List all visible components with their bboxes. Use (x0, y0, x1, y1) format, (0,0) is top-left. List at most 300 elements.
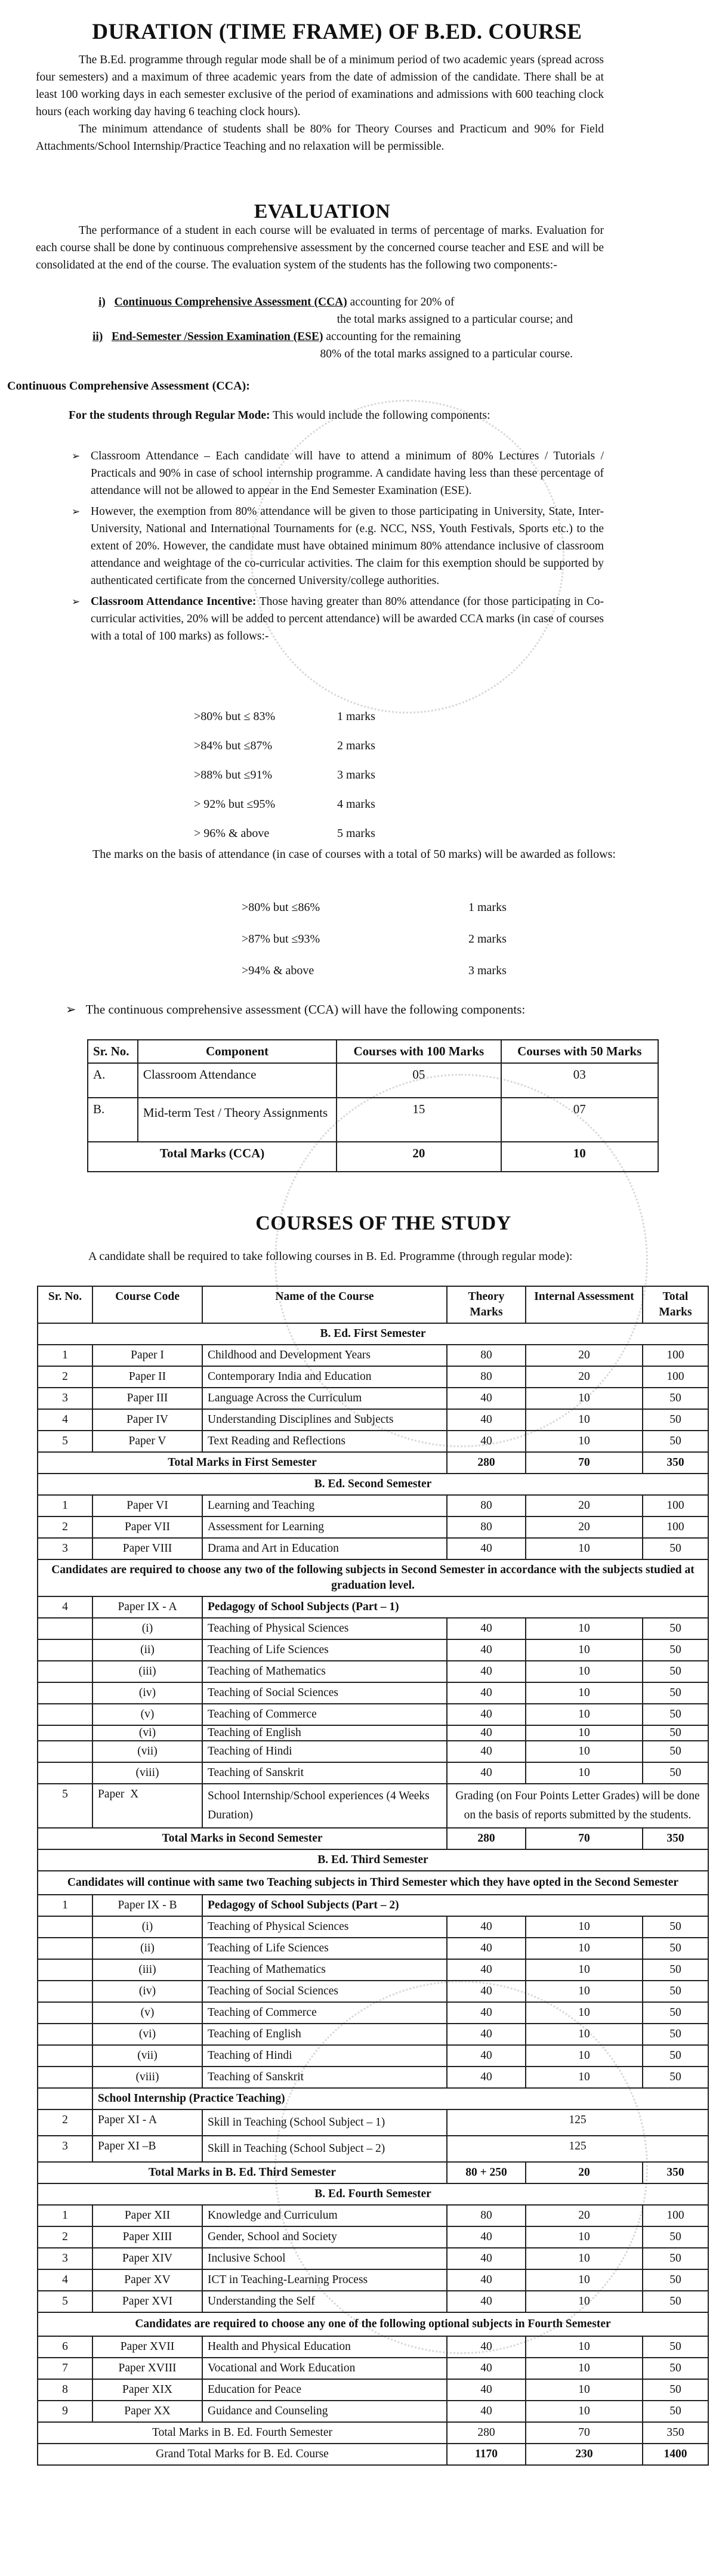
component-text: accounting for 20% of (347, 296, 455, 308)
cell-total: 50 (643, 1981, 708, 2002)
cell-internal: 10 (526, 2401, 643, 2422)
cell-internal: 10 (526, 1704, 643, 1725)
cell-code: (ii) (92, 1639, 202, 1661)
col-header: Courses with 100 Marks (337, 1040, 501, 1063)
cell-code: (v) (92, 1704, 202, 1725)
component-marker: i) (98, 296, 106, 308)
semester-total-row (38, 1452, 708, 1474)
total-theory: 80 + 250 (447, 2162, 526, 2183)
cell-theory: 40 (447, 1741, 526, 1762)
cell-name: Text Reading and Reflections (202, 1431, 447, 1452)
cell-code: Paper VI (92, 1495, 202, 1516)
incentive-range: >87% but ≤93% (242, 932, 320, 946)
table-row (38, 2226, 708, 2248)
cell-theory: 80 (447, 2205, 526, 2226)
cell-internal: 10 (526, 1639, 643, 1661)
incentive-100-list (194, 710, 409, 841)
cell-sr: 3 (38, 2248, 92, 2269)
cell-code: Paper XI –B (92, 2136, 202, 2162)
bullet-text: Classroom Attendance – Each candidate will have to attend a minimum of 80% Lectures / Tutorials / Practicals and 90% in case of school internship programme. A candidate having less than these percentage of attendance will not be allowed to appear in the End Semester Examination (ESE). (91, 450, 604, 497)
cell-theory: 40 (447, 1538, 526, 1559)
cell-theory: 40 (447, 1618, 526, 1639)
cell-name: Understanding the Self (202, 2291, 447, 2312)
cell-theory: 40 (447, 1916, 526, 1938)
cell-name: Teaching of Mathematics (202, 1661, 447, 1682)
cell-theory: 40 (447, 1938, 526, 1959)
cell-name: Guidance and Counseling (202, 2401, 447, 2422)
marks50-intro: The marks on the basis of attendance (in case of courses with a total of 50 marks) will be awarded as follows: (92, 848, 616, 861)
grand-total-marks: 1400 (643, 2444, 708, 2465)
cell-code: (i) (92, 1618, 202, 1639)
cell-sr: 1 (38, 2205, 92, 2226)
cell-total: 50 (643, 1618, 708, 1639)
cell-code: (vi) (92, 1725, 202, 1741)
cell-theory: 40 (447, 2024, 526, 2045)
component-name-cca: Continuous Comprehensive Assessment (CCA) (114, 296, 347, 308)
cell-sr: 5 (38, 1784, 92, 1828)
cell-total: 50 (643, 1916, 708, 1938)
table-row (38, 1741, 708, 1762)
cell-m100: 05 (337, 1063, 501, 1098)
cell-theory: 40 (447, 2358, 526, 2379)
cell-total: 50 (643, 1661, 708, 1682)
total-internal: 20 (526, 2162, 643, 2183)
selection-note: Candidates are required to choose any two of the following subjects in Second Semester in accordance with the subjects studied at graduation level. (38, 1559, 708, 1596)
cell-total: 50 (643, 1704, 708, 1725)
cell-internal: 10 (526, 2002, 643, 2024)
cell-sr: 1 (38, 1345, 92, 1366)
cell-internal: 10 (526, 2379, 643, 2401)
cell-name: Assessment for Learning (202, 1516, 447, 1538)
evaluation-components (0, 294, 573, 363)
cell-code: Paper I (92, 1345, 202, 1366)
cell-name: Drama and Art in Education (202, 1538, 447, 1559)
cell-name: Teaching of Social Sciences (202, 1981, 447, 2002)
incentive-range: >84% but ≤87% (194, 739, 273, 752)
table-row (38, 2024, 708, 2045)
total-theory: 280 (447, 1452, 526, 1474)
cell-code: Paper IX - A (92, 1596, 202, 1618)
duration-paragraph-1: The B.Ed. programme through regular mode shall be of a minimum period of two academic years (spread across four semesters) and a maximum of three academic years from the date of admission of the candidate. There shall be at least 100 working days in each semester exclusive of the period of examinations and admissions with 600 teaching clock hours (each working day having 6 teaching clock hours). (36, 54, 604, 118)
cell-internal: 10 (526, 2336, 643, 2358)
cell-name: ICT in Teaching-Learning Process (202, 2269, 447, 2291)
total-m50: 10 (501, 1142, 658, 1172)
courses-title: COURSES OF THE STUDY (255, 1212, 511, 1234)
table-row (38, 2248, 708, 2269)
cell-sr: 3 (38, 1538, 92, 1559)
cell-sr: 3 (38, 2136, 92, 2162)
cell-name: Skill in Teaching (School Subject – 1) (202, 2109, 447, 2136)
cell-internal: 10 (526, 1388, 643, 1409)
cell-code: Paper II (92, 1366, 202, 1388)
arrow-bullet-icon: ➢ (72, 596, 81, 607)
regular-mode-lead: For the students through Regular Mode: (69, 409, 270, 422)
cell-total: 50 (643, 1741, 708, 1762)
col-header: Total Marks (643, 1286, 708, 1323)
table-row (38, 1704, 708, 1725)
total-internal: 70 (526, 1452, 643, 1474)
cell-code: Paper IV (92, 1409, 202, 1431)
cell-code: Paper XI - A (92, 2109, 202, 2136)
cell-sr: 5 (38, 1431, 92, 1452)
cell-internal: 20 (526, 1345, 643, 1366)
cell-theory: 40 (447, 1682, 526, 1704)
bullet-bold: Classroom Attendance Incentive: (91, 595, 257, 608)
cell-code: Paper XIX (92, 2379, 202, 2401)
cell-total: 125 (447, 2136, 708, 2162)
cell-group-name: Pedagogy of School Subjects (Part – 2) (202, 1895, 708, 1916)
cell-sr: A. (88, 1063, 138, 1098)
col-header: Sr. No. (88, 1040, 138, 1063)
incentive-marks: 3 marks (337, 768, 375, 782)
cell-internal: 10 (526, 1938, 643, 1959)
incentive-marks: 1 marks (468, 901, 507, 914)
total-theory: 280 (447, 2422, 526, 2444)
cell-code: Paper XII (92, 2205, 202, 2226)
total-marks: 350 (643, 2162, 708, 2183)
cell-theory: 40 (447, 2248, 526, 2269)
cell-internal: 10 (526, 1959, 643, 1981)
cell-total: 50 (643, 1959, 708, 1981)
cell-internal: 10 (526, 1682, 643, 1704)
selection-note: Candidates will continue with same two Teaching subjects in Third Semester which they have opted in the Second Semester (38, 1871, 708, 1895)
cell-total: 50 (643, 1938, 708, 1959)
duration-paragraph-2: The minimum attendance of students shall be 80% for Theory Courses and Practicum and 90% for Field Attachments/School Internship/Practice Teaching and no relaxation will be permissible. (36, 123, 604, 153)
cell-theory: 80 (447, 1366, 526, 1388)
cell-theory: 40 (447, 2269, 526, 2291)
total-label: Total Marks in Second Semester (38, 1828, 447, 1849)
cell-name: Teaching of Sanskrit (202, 2067, 447, 2088)
cell-internal: 10 (526, 2024, 643, 2045)
incentive-range: >94% & above (242, 964, 314, 977)
courses-table (37, 1286, 709, 2466)
subject-group-row (38, 1596, 708, 1618)
cell-total: 50 (643, 2024, 708, 2045)
semester-total-row (38, 1828, 708, 1849)
cell-sr: 1 (38, 1895, 92, 1916)
table-row (38, 1366, 708, 1388)
cell-code: (iv) (92, 1981, 202, 2002)
component-text: the total marks assigned to a particular course; and (337, 313, 573, 326)
evaluation-paragraph: The performance of a student in each course will be evaluated in terms of percentage of marks. Evaluation for each course shall be done by continuous comprehensive assessment by the concerned course teacher and ESE and will be consolidated at the end of the course. The evaluation system of the students has the following two components:- (36, 224, 604, 271)
selection-note: Candidates are required to choose any one of the following optional subjects in Fourth Semester (38, 2312, 708, 2336)
cell-name: Teaching of Physical Sciences (202, 1916, 447, 1938)
cell-code: Paper XVII (92, 2336, 202, 2358)
total-label: Total Marks in B. Ed. Fourth Semester (38, 2422, 447, 2444)
component-text: accounting for the remaining (323, 331, 461, 343)
cell-code: (iii) (92, 1661, 202, 1682)
table-row (38, 1682, 708, 1704)
incentive-marks: 3 marks (468, 964, 507, 977)
arrow-bullet-icon: ➢ (72, 450, 81, 462)
cell-code: (vii) (92, 1741, 202, 1762)
table-row (38, 1725, 708, 1741)
cell-name: Teaching of Commerce (202, 1704, 447, 1725)
cell-code: Paper XX (92, 2401, 202, 2422)
cell-name: Language Across the Curriculum (202, 1388, 447, 1409)
cell-name: Childhood and Development Years (202, 1345, 447, 1366)
table-row (38, 2336, 708, 2358)
cell-sr: 1 (38, 1495, 92, 1516)
table-row (38, 2109, 708, 2136)
cell-code: (iv) (92, 1682, 202, 1704)
cell-total: 50 (643, 2379, 708, 2401)
cell-sr: 2 (38, 2109, 92, 2136)
grand-total-label: Grand Total Marks for B. Ed. Course (38, 2444, 447, 2465)
cell-code: Paper XIV (92, 2248, 202, 2269)
cell-total: 50 (643, 2045, 708, 2067)
table-row (38, 2205, 708, 2226)
table-row (38, 1345, 708, 1366)
table-row (38, 1916, 708, 1938)
cell-total: 50 (643, 1388, 708, 1409)
table-row (38, 1388, 708, 1409)
cell-code: (vii) (92, 2045, 202, 2067)
cell-total: 50 (643, 2401, 708, 2422)
cell-total: 100 (643, 1516, 708, 1538)
cell-sr: 6 (38, 2336, 92, 2358)
cell-name: Learning and Teaching (202, 1495, 447, 1516)
component-marker: ii) (92, 331, 103, 343)
cell-sr: 4 (38, 1409, 92, 1431)
cell-total: 50 (643, 2291, 708, 2312)
incentive-marks: 2 marks (468, 932, 507, 946)
cell-code: (vi) (92, 2024, 202, 2045)
cell-code: Paper VII (92, 1516, 202, 1538)
table-row (38, 1959, 708, 1981)
table-row (38, 2002, 708, 2024)
cca-bullets (72, 447, 604, 645)
cell-total: 50 (643, 1762, 708, 1784)
cell-sr: 4 (38, 1596, 92, 1618)
cell-theory: 40 (447, 1431, 526, 1452)
cell-component: Mid-term Test / Theory Assignments (138, 1098, 337, 1142)
cell-total: 50 (643, 2269, 708, 2291)
table-row (38, 1516, 708, 1538)
total-theory: 280 (447, 1828, 526, 1849)
total-marks: 350 (643, 2422, 708, 2444)
cell-theory: 40 (447, 1762, 526, 1784)
cell-theory: 80 (447, 1345, 526, 1366)
internship-row (38, 1784, 708, 1828)
cell-name: Contemporary India and Education (202, 1366, 447, 1388)
cell-theory: 40 (447, 1639, 526, 1661)
cell-internal: 20 (526, 2205, 643, 2226)
col-header: Name of the Course (202, 1286, 447, 1323)
duration-title: DURATION (TIME FRAME) OF B.ED. COURSE (92, 20, 582, 44)
cell-theory: 40 (447, 2336, 526, 2358)
cell-internal: 10 (526, 2358, 643, 2379)
cell-total: 125 (447, 2109, 708, 2136)
cell-code: (viii) (92, 2067, 202, 2088)
cell-name: Inclusive School (202, 2248, 447, 2269)
cell-internal: 10 (526, 1409, 643, 1431)
table-row (38, 2269, 708, 2291)
cell-total: 50 (643, 1639, 708, 1661)
total-label: Total Marks (CCA) (88, 1142, 337, 1172)
component-name-ese: End-Semester /Session Examination (ESE) (111, 331, 323, 343)
cell-internal: 10 (526, 2226, 643, 2248)
cell-grading-note: Grading (on Four Points Letter Grades) will be done on the basis of reports submitted by the students. (447, 1784, 708, 1828)
cell-internal: 10 (526, 1661, 643, 1682)
cell-code: Paper V (92, 1431, 202, 1452)
cell-sr: 5 (38, 2291, 92, 2312)
cell-theory: 40 (447, 2226, 526, 2248)
cell-internal: 10 (526, 1431, 643, 1452)
cell-internal: 10 (526, 2248, 643, 2269)
cell-sr: 7 (38, 2358, 92, 2379)
col-header: Theory Marks (447, 1286, 526, 1323)
total-internal: 70 (526, 1828, 643, 1849)
semester-heading: B. Ed. Second Semester (38, 1474, 708, 1495)
cell-code: Paper XVI (92, 2291, 202, 2312)
cell-code: Paper VIII (92, 1538, 202, 1559)
cell-total: 50 (643, 2358, 708, 2379)
cell-code: Paper IX - B (92, 1895, 202, 1916)
col-header: Internal Assessment (526, 1286, 643, 1323)
arrow-bullet-icon: ➢ (66, 1002, 76, 1017)
cell-code: Paper XV (92, 2269, 202, 2291)
table-row (38, 1409, 708, 1431)
internship-heading-row (38, 2088, 708, 2109)
incentive-marks: 4 marks (337, 798, 375, 811)
cell-theory: 40 (447, 2002, 526, 2024)
cell-theory: 40 (447, 2379, 526, 2401)
incentive-marks: 5 marks (337, 827, 375, 840)
cell-sr: 9 (38, 2401, 92, 2422)
grand-total-internal: 230 (526, 2444, 643, 2465)
cell-internal: 10 (526, 1981, 643, 2002)
cell-name: Teaching of Sanskrit (202, 1762, 447, 1784)
incentive-range: > 92% but ≤95% (194, 798, 276, 811)
regular-mode-intro (69, 406, 606, 425)
table-row (38, 2379, 708, 2401)
cell-internal: 10 (526, 1762, 643, 1784)
cell-total: 50 (643, 2226, 708, 2248)
cell-theory: 40 (447, 2045, 526, 2067)
bullet-text: However, the exemption from 80% attendance will be given to those participating in University, State, Inter-University, National and International Tournaments for (e.g. NCC, NSS, Youth Festivals, Sports etc.) to the extent of 20%. However, the candidate must have obtained minimum 80% attendance inclusive of classroom attendance and weightage of the co-curricular activities. The claim for this exemption should be supported by authenticated certificate from the concerned University/college authorities. (91, 505, 604, 587)
cell-theory: 40 (447, 1388, 526, 1409)
cca-components-table (87, 1039, 659, 1172)
cell-m50: 03 (501, 1063, 658, 1098)
cell-total: 100 (643, 1366, 708, 1388)
cell-internal: 10 (526, 1538, 643, 1559)
col-header: Component (138, 1040, 337, 1063)
cell-name: Teaching of Mathematics (202, 1959, 447, 1981)
cell-code: (v) (92, 2002, 202, 2024)
bullet-item (72, 447, 604, 499)
table-row (38, 1981, 708, 2002)
table-row (38, 1661, 708, 1682)
cell-name: Knowledge and Curriculum (202, 2205, 447, 2226)
semester-total-row (38, 2162, 708, 2183)
cell-component: Classroom Attendance (138, 1063, 337, 1098)
cell-theory: 40 (447, 1959, 526, 1981)
cell-name: Teaching of Hindi (202, 1741, 447, 1762)
cell-theory: 40 (447, 1981, 526, 2002)
semester-heading: B. Ed. Third Semester (38, 1849, 708, 1871)
cell-code: (iii) (92, 1959, 202, 1981)
cell-code: Paper XIII (92, 2226, 202, 2248)
table-row (38, 1495, 708, 1516)
cell-total: 100 (643, 2205, 708, 2226)
grand-total-theory: 1170 (447, 2444, 526, 2465)
cell-name: Health and Physical Education (202, 2336, 447, 2358)
cell-theory: 40 (447, 1725, 526, 1741)
cell-code: Paper XVIII (92, 2358, 202, 2379)
cell-internal: 10 (526, 2045, 643, 2067)
cell-total: 50 (643, 1431, 708, 1452)
cell-sr: 4 (38, 2269, 92, 2291)
cell-theory: 40 (447, 2401, 526, 2422)
courses-intro: A candidate shall be required to take following courses in B. Ed. Programme (through regular mode): (88, 1250, 573, 1263)
cell-name: School Internship/School experiences (4 Weeks Duration) (202, 1784, 447, 1828)
total-label: Total Marks in B. Ed. Third Semester (38, 2162, 447, 2183)
incentive-range: >80% but ≤ 83% (194, 710, 276, 723)
cell-theory: 80 (447, 1495, 526, 1516)
cell-internal: 10 (526, 1618, 643, 1639)
cell-m100: 15 (337, 1098, 501, 1142)
cca-components-intro (66, 1002, 525, 1017)
evaluation-title: EVALUATION (254, 200, 391, 223)
total-m100: 20 (337, 1142, 501, 1172)
table-row (38, 2136, 708, 2162)
cell-name: Teaching of Hindi (202, 2045, 447, 2067)
cell-theory: 40 (447, 2291, 526, 2312)
table-row (38, 1431, 708, 1452)
subject-group-row (38, 1895, 708, 1916)
table-row (38, 2067, 708, 2088)
cell-sr: 3 (38, 1388, 92, 1409)
cell-internal: 10 (526, 2291, 643, 2312)
incentive-range: > 96% & above (194, 827, 270, 840)
col-header: Courses with 50 Marks (501, 1040, 658, 1063)
table-row (38, 2291, 708, 2312)
cell-total: 50 (643, 1682, 708, 1704)
incentive-range: >88% but ≤91% (194, 768, 273, 782)
bullet-item (72, 593, 604, 645)
cell-internal: 10 (526, 1916, 643, 1938)
cell-name: Teaching of Life Sciences (202, 1938, 447, 1959)
table-row (38, 2401, 708, 2422)
cell-theory: 40 (447, 1704, 526, 1725)
cell-name: Gender, School and Society (202, 2226, 447, 2248)
internship-heading: School Internship (Practice Teaching) (92, 2088, 708, 2109)
total-internal: 70 (526, 2422, 643, 2444)
component-text: 80% of the total marks assigned to a particular course. (320, 348, 573, 360)
cell-internal: 10 (526, 2269, 643, 2291)
incentive-marks: 1 marks (337, 710, 375, 723)
cell-total: 100 (643, 1345, 708, 1366)
semester-total-row (38, 2422, 708, 2444)
arrow-bullet-icon: ➢ (72, 506, 81, 517)
table-row (38, 1538, 708, 1559)
cell-m50: 07 (501, 1098, 658, 1142)
cell-total: 50 (643, 2067, 708, 2088)
cell-theory: 40 (447, 1409, 526, 1431)
col-header: Course Code (92, 1286, 202, 1323)
cell-internal: 10 (526, 1725, 643, 1741)
table-row (38, 1639, 708, 1661)
cell-total: 50 (643, 1725, 708, 1741)
semester-heading: B. Ed. First Semester (38, 1323, 708, 1345)
cell-code: (viii) (92, 1762, 202, 1784)
cell-total: 50 (643, 2248, 708, 2269)
cell-code: (ii) (92, 1938, 202, 1959)
cell-name: Teaching of Life Sciences (202, 1639, 447, 1661)
semester-heading: B. Ed. Fourth Semester (38, 2183, 708, 2205)
grand-total-row (38, 2444, 708, 2465)
